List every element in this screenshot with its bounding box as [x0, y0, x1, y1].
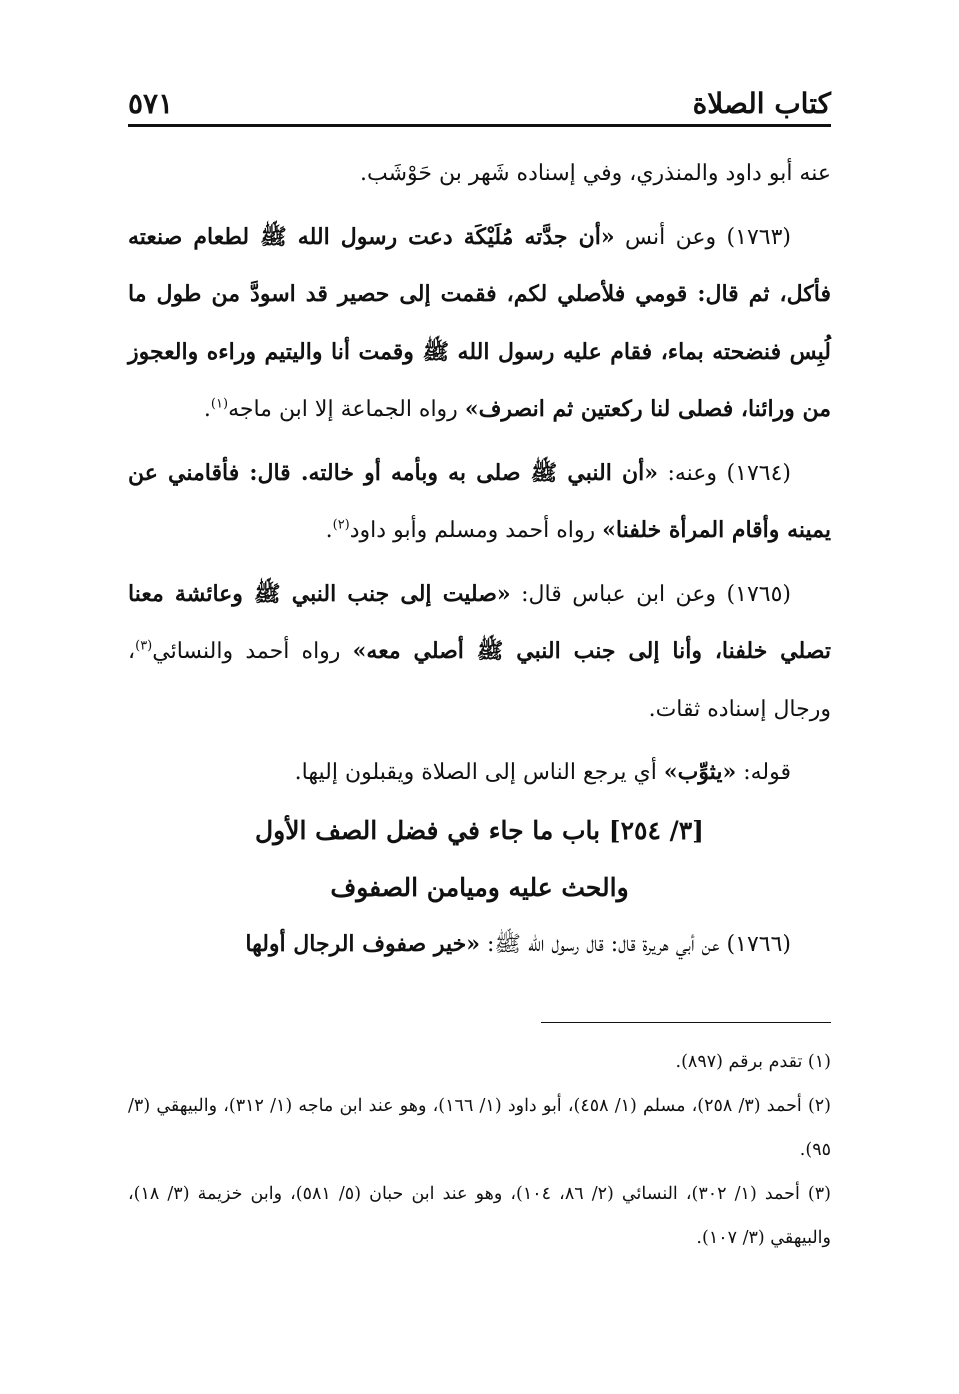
- chapter-heading-line1: [٣/ ٢٥٤] باب ما جاء في فضل الصف الأول: [254, 815, 705, 845]
- hadith-intro: وعنه:: [657, 460, 727, 486]
- hadith-source: رواه الجماعة إلا ابن ماجه: [228, 397, 465, 422]
- hadith-quote: «أن النبي ﷺ صلى به وبأمه أو خالته. قال: فأقامني عن يمينه وأقام المرأة خلفنا»: [128, 459, 831, 543]
- hadith-intro: وعن ابن عباس قال:: [510, 581, 727, 607]
- footnote-2: (٢) أحمد (٣/ ٢٥٨)، مسلم (١/ ٤٥٨)، أبو داود (١/ ١٦٦)، وهو عند ابن ماجه (١/ ٣١٢)، والبيهقي (٣/ ٩٥).: [128, 1096, 831, 1160]
- hadith-intro: وعن أنس: [614, 224, 727, 250]
- main-text: [128, 145, 831, 973]
- hadith-end: ، ورجال إسناده ثقات.: [128, 639, 831, 722]
- hadith-quote: «صليت إلى جنب النبي ﷺ وعائشة معنا تصلي خلفنا، وأنا إلى جنب النبي ﷺ أصلي معه»: [128, 580, 832, 664]
- note-word: «يثوِّب»: [663, 759, 737, 785]
- hadith-number: (١٧٦٣): [726, 224, 791, 250]
- note-intro: قوله:: [736, 760, 791, 785]
- continuation-text: عنه أبو داود والمنذري، وفي إسناده شَهر بن حَوْشَب.: [360, 161, 831, 186]
- hadith-source: رواه أحمد والنسائي: [152, 639, 353, 664]
- hadith-intro: عن أبي هريرة قال: قال رسول الله ﷺ:: [479, 931, 727, 957]
- hadith-1764: [128, 445, 831, 560]
- hadith-number: (١٧٦٦): [726, 931, 791, 957]
- paragraph-continuation: [128, 145, 831, 203]
- hadith-number: (١٧٦٤): [726, 460, 791, 486]
- hadith-1765: [128, 566, 831, 739]
- footnote-ref[interactable]: (١): [210, 396, 229, 412]
- footnote-separator: [541, 1022, 831, 1023]
- header-title: كتاب الصلاة: [692, 87, 831, 120]
- hadith-1763: [128, 209, 831, 439]
- chapter-heading-line2: والحث عليه وميامن الصفوف: [330, 872, 629, 902]
- footnote-ref[interactable]: (٣): [135, 638, 153, 654]
- hadith-1766: [128, 916, 831, 974]
- footnote-3: (٣) أحمد (١/ ٣٠٢)، النسائي (٢/ ٨٦، ١٠٤)، وهو عند ابن حبان (٥/ ٥٨١)، وابن خزيمة (٣/ ١٨)، والبيهقي (٣/ ١٠٧).: [128, 1184, 831, 1248]
- hadith-number: (١٧٦٥): [726, 581, 791, 607]
- page-number: ٥٧١: [128, 87, 174, 120]
- hadith-quote: «خير صفوف الرجال أولها: [245, 930, 480, 957]
- footnote-1: (١) تقدم برقم (٨٩٧).: [675, 1052, 831, 1072]
- footnote-ref[interactable]: (٢): [332, 517, 350, 533]
- note-explanation: أي يرجع الناس إلى الصلاة ويقبلون إليها.: [294, 760, 664, 785]
- running-header: [128, 82, 831, 120]
- hadith-end: .: [325, 518, 333, 543]
- footnotes: [128, 1040, 831, 1260]
- header-rule: [128, 124, 831, 127]
- hadith-quote: «أن جدَّته مُلَيْكَة دعت رسول الله ﷺ لطعام صنعته فأكل، ثم قال: قومي فلأصلي لكم، فقمت إلى حصير قد اسودَّ من طول ما لُبِس فنضحته بماء، فقام عليه رسول الله ﷺ وقمت أنا واليتيم وراءه والعجوز من ورائنا، فصلى لنا ركعتين ثم انصرف»: [128, 223, 831, 422]
- hadith-source: رواه أحمد ومسلم وأبو داود: [349, 518, 603, 543]
- hadith-end: .: [203, 397, 211, 422]
- commentary-note: [128, 744, 831, 802]
